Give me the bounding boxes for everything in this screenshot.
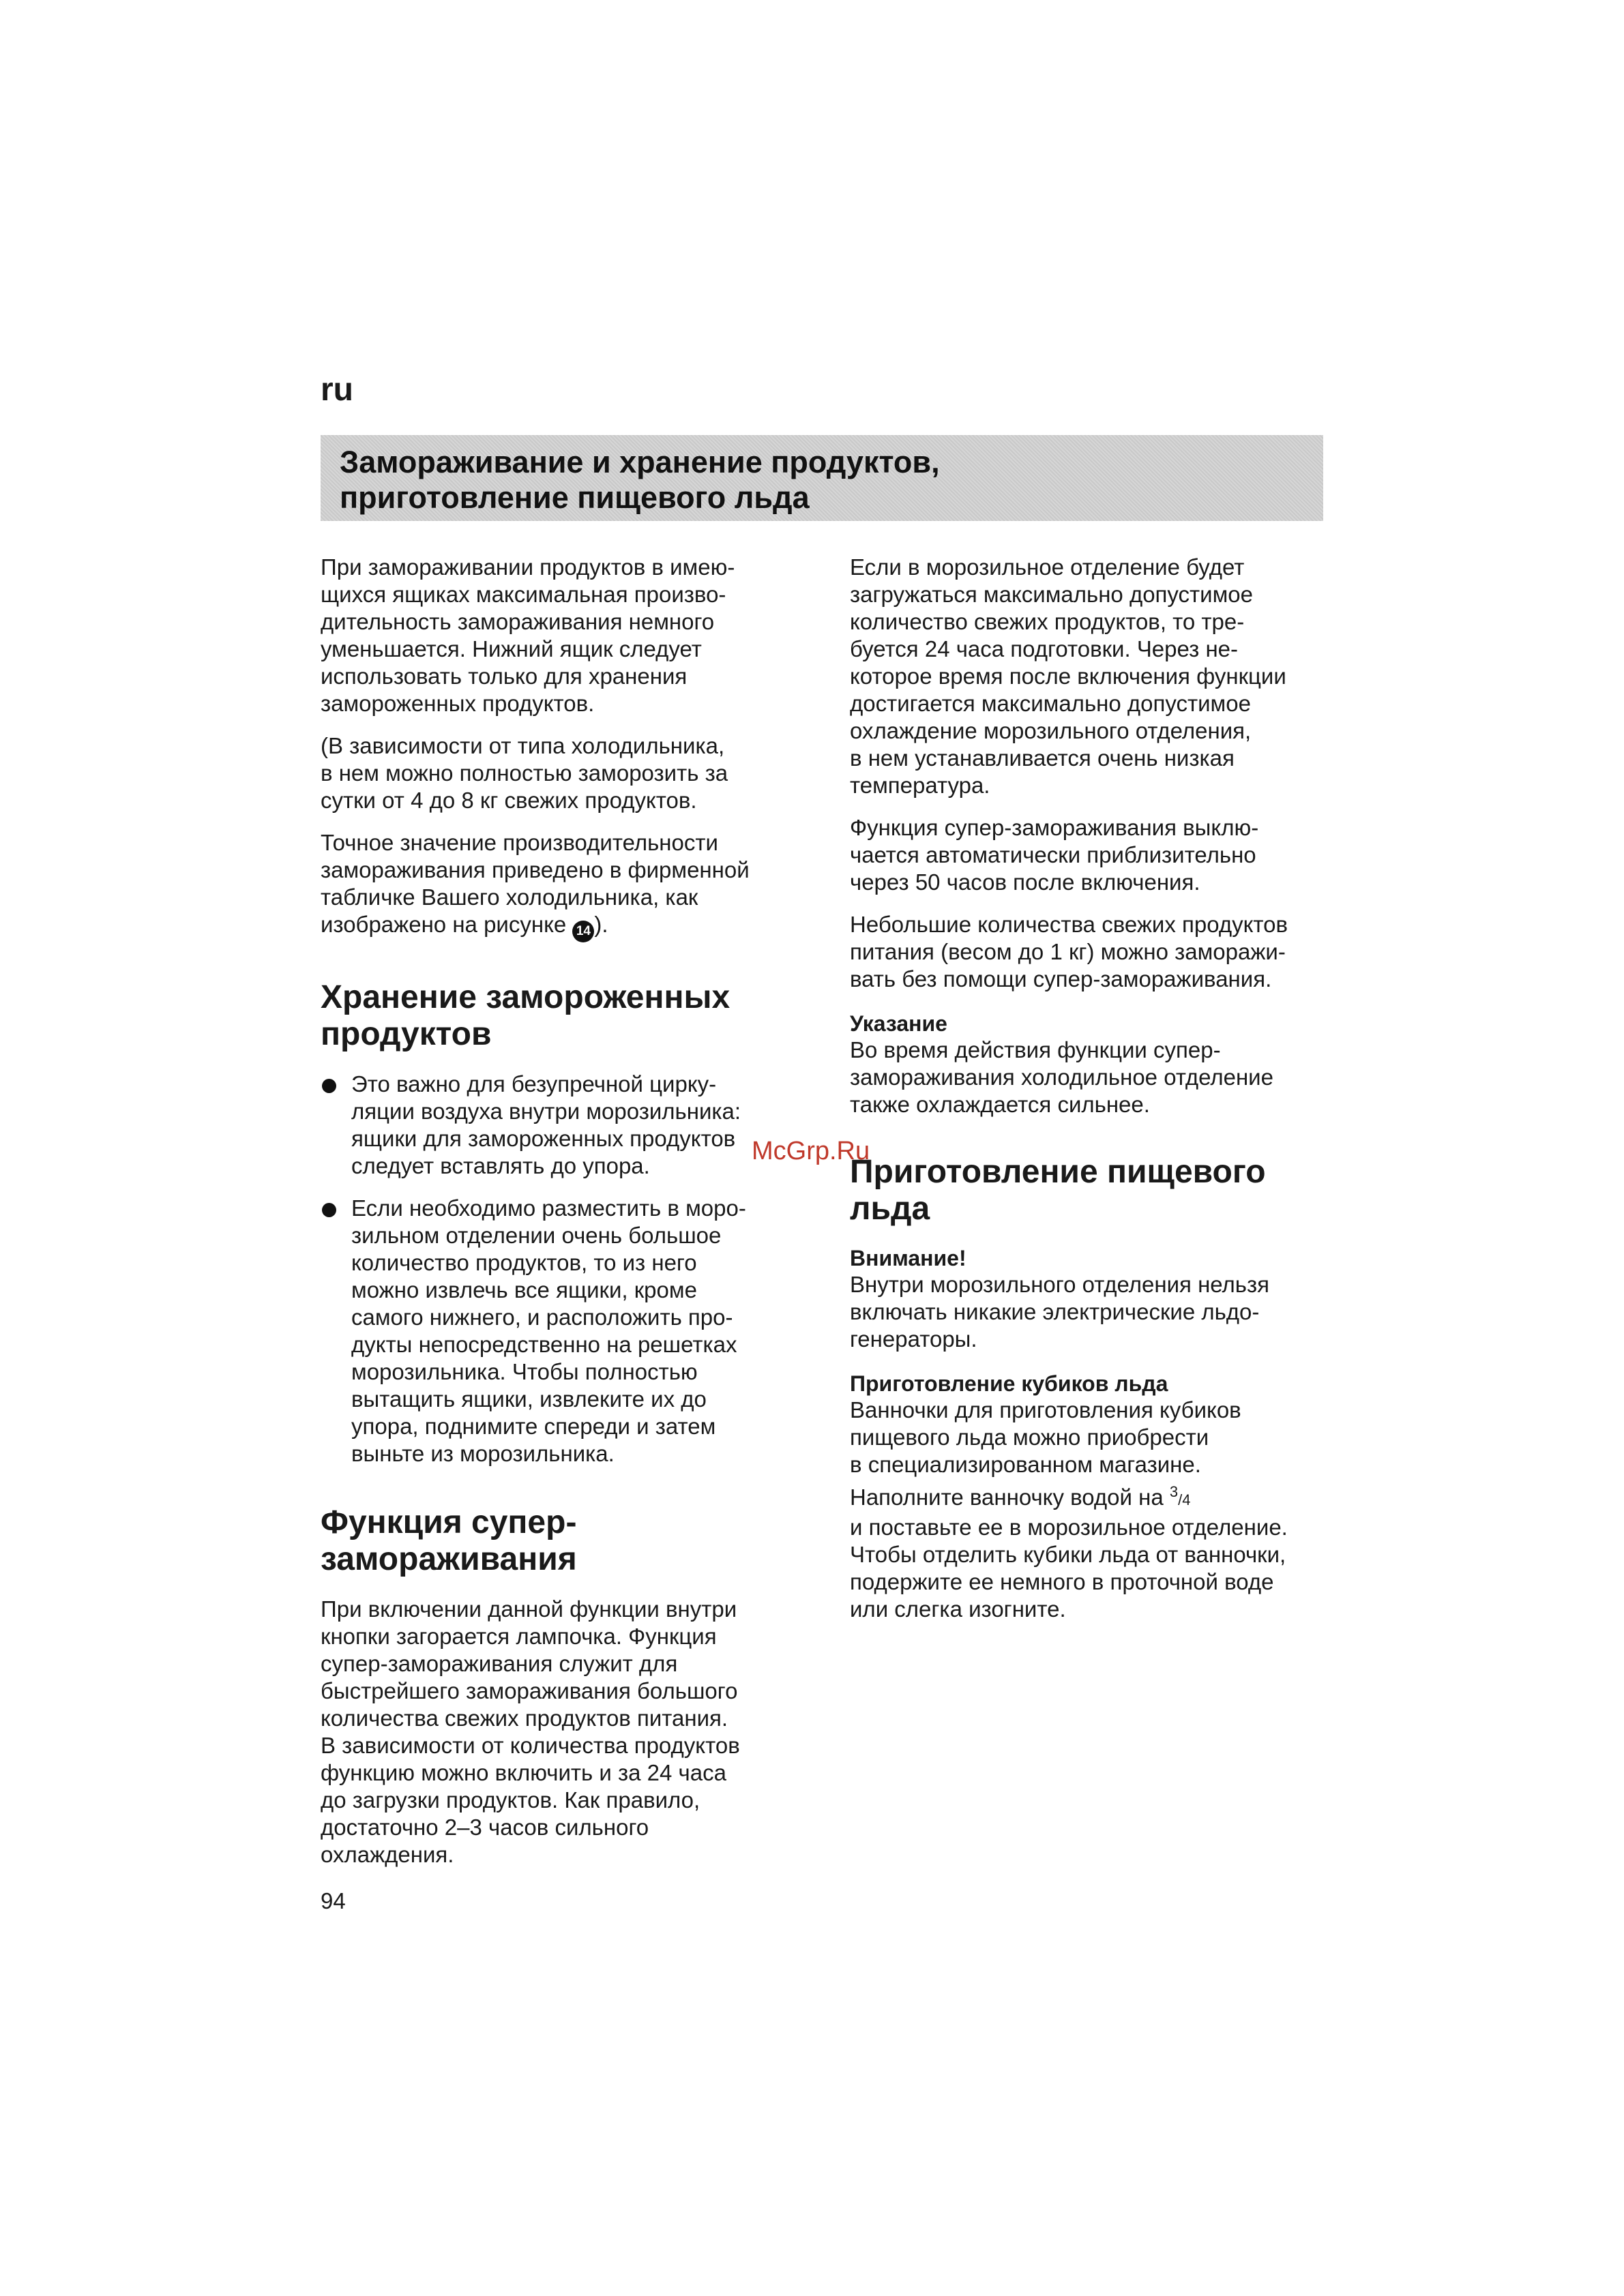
- bullet-text: Это важно для безупречной цирку- ляции воздуха внутри морозильника: ящики для замороженных продуктов следует вставлять до упора.: [351, 1071, 741, 1178]
- fraction-numerator: 3: [1169, 1483, 1179, 1500]
- bullet-item: [321, 1071, 791, 1180]
- left-column: [321, 554, 791, 1883]
- page-number: 94: [321, 1888, 346, 1913]
- figure-reference-icon: 14: [572, 921, 594, 942]
- bullet-dot-icon: [322, 1079, 336, 1093]
- preparation-paragraph: Если в морозильное отделение будет загружаться максимально допустимое количество свежих продуктов, то тре- буется 24 часа подготовки. Через не- которое время после включения функции достигается максимально допустимое охлаждение морозильного отделения, в нем устанавливается очень низкая температура.: [850, 554, 1286, 798]
- ice-cubes-title: Приготовление кубиков льда: [850, 1371, 1168, 1396]
- storage-heading: Хранение замороженных продуктов: [321, 979, 730, 1052]
- bullet-dot-icon: [322, 1203, 336, 1217]
- warning-title: Внимание!: [850, 1246, 966, 1270]
- small-amounts-paragraph: Небольшие количества свежих продуктов питания (весом до 1 кг) можно заморажи- вать без помощи супер-замораживания.: [850, 912, 1288, 992]
- ice-cubes-text-b: и поставьте ее в морозильное отделение. Чтобы отделить кубики льда от ванночки, подержите ее немного в проточной воде или слегка изогните.: [850, 1515, 1288, 1622]
- chapter-title: Замораживание и хранение продуктов, приготовление пищевого льда: [340, 445, 940, 515]
- rating-plate-text: Точное значение производительности замораживания приведено в фирменной табличке Вашего холодильника, как изображено на рисунке: [321, 830, 750, 937]
- fraction-denominator: /4: [1178, 1491, 1191, 1508]
- right-column: [850, 554, 1320, 1638]
- language-code: ru: [321, 372, 353, 408]
- watermark: McGrp.Ru: [752, 1137, 870, 1165]
- ice-cubes-text: [850, 1397, 1320, 1623]
- ice-heading: Приготовление пищевого льда: [850, 1154, 1266, 1227]
- note-text: Во время действия функции супер- замораживания холодильное отделение также охлаждается сильнее.: [850, 1037, 1273, 1117]
- bullet-text: Если необходимо разместить в моро- зильном отделении очень большое количество продуктов, то из него можно извлечь все ящики, кроме самого нижнего, и расположить про- дукты непосредственно на решетках морозильника. Чтобы полностью вытащить ящики, извлеките их до упора, поднимите спереди и затем выньте из морозильника.: [351, 1195, 746, 1466]
- rating-plate-paragraph: [321, 829, 791, 942]
- auto-off-paragraph: Функция супер-замораживания выклю- чается автоматически приблизительно через 50 часов после включения.: [850, 815, 1259, 895]
- note-title: Указание: [850, 1011, 947, 1036]
- bullet-item: [321, 1195, 791, 1467]
- chapter-banner: [321, 435, 1323, 521]
- ice-cubes-text-a: Ванночки для приготовления кубиков пищевого льда можно приобрести в специализированном магазине. Наполните ванночку водой на: [850, 1397, 1241, 1510]
- super-freeze-heading: Функция супер- замораживания: [321, 1504, 577, 1577]
- super-freeze-paragraph: При включении данной функции внутри кнопки загорается лампочка. Функция супер-замораживания служит для быстрейшего замораживания большого количества свежих продуктов питания. В зависимости от количества продуктов функцию можно включить и за 24 часа до загрузки продуктов. Как правило, достаточно 2–3 часов сильного охлаждения.: [321, 1596, 740, 1867]
- rating-plate-end: ).: [594, 912, 608, 937]
- capacity-paragraph: (В зависимости от типа холодильника, в нем можно полностью заморозить за сутки от 4 до 8 кг свежих продуктов.: [321, 733, 728, 813]
- intro-paragraph: При замораживании продуктов в имею- щихся ящиках максимальная произво- дительность замораживания немного уменьшается. Нижний ящик следует использовать только для хранения замороженных продуктов.: [321, 554, 735, 716]
- warning-text: Внутри морозильного отделения нельзя включать никакие электрические льдо- генераторы.: [850, 1272, 1269, 1352]
